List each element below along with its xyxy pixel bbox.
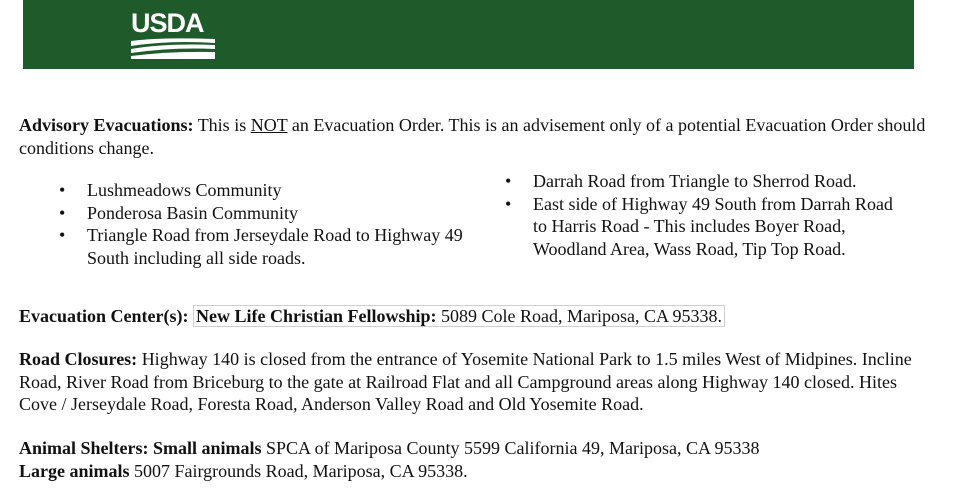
animal-shelters-paragraph (19, 437, 929, 482)
advisory-list-left (59, 179, 469, 269)
list-item: • Ponderosa Basin Community (59, 202, 469, 225)
advisory-not-word: NOT (250, 115, 288, 135)
advisory-paragraph (19, 114, 929, 159)
evac-center-label: Evacuation Center(s): (19, 306, 189, 326)
evacuation-center-paragraph (19, 305, 929, 328)
road-closures-paragraph (19, 348, 929, 416)
usda-logo (131, 10, 215, 60)
animal-shelters-label: Animal Shelters: (19, 438, 149, 458)
small-animals-text: SPCA of Mariposa County 5599 California 49, Mariposa, CA 95338 (261, 438, 760, 458)
advisory-label: Advisory Evacuations: (19, 115, 194, 135)
usda-logo-hills-icon (131, 37, 215, 61)
large-animals-text: 5007 Fairgrounds Road, Mariposa, CA 95338. (129, 460, 468, 481)
small-animals-label: Small animals (148, 438, 262, 458)
advisory-list-right (505, 170, 905, 260)
usda-logo-text: USDA (131, 8, 204, 38)
advisory-text-after: an Evacuation Order. This is an advisement only of a potential Evacuation Order should conditions change. (19, 115, 926, 158)
evac-center-highlight (193, 305, 725, 327)
list-item: • Lushmeadows Community (59, 179, 469, 202)
advisory-text-before: This is (193, 115, 251, 135)
list-item: • Triangle Road from Jerseydale Road to Highway 49 South including all side roads. (59, 224, 469, 269)
list-item: • East side of Highway 49 South from Darrah Road to Harris Road - This includes Boyer Road, Woodland Area, Wass Road, Tip Top Road. (505, 193, 905, 261)
list-item: • Darrah Road from Triangle to Sherrod Road. (505, 170, 905, 193)
large-animals-label: Large animals (19, 460, 130, 481)
evac-center-address: 5089 Cole Road, Mariposa, CA 95338. (436, 306, 722, 326)
evac-center-name: New Life Christian Fellowship: (195, 306, 437, 326)
road-closures-text: Highway 140 is closed from the entrance of Yosemite National Park to 1.5 miles West of Midpines. Incline Road, River Road from Briceburg to the gate at Railroad Flat and all Campground areas along Highway 140 closed. Hites Cove / Jerseydale Road, Foresta Road, Anderson Valley Road and Old Yosemite Road. (19, 349, 912, 414)
road-closures-label: Road Closures: (19, 349, 138, 369)
usda-header-banner (23, 0, 914, 69)
